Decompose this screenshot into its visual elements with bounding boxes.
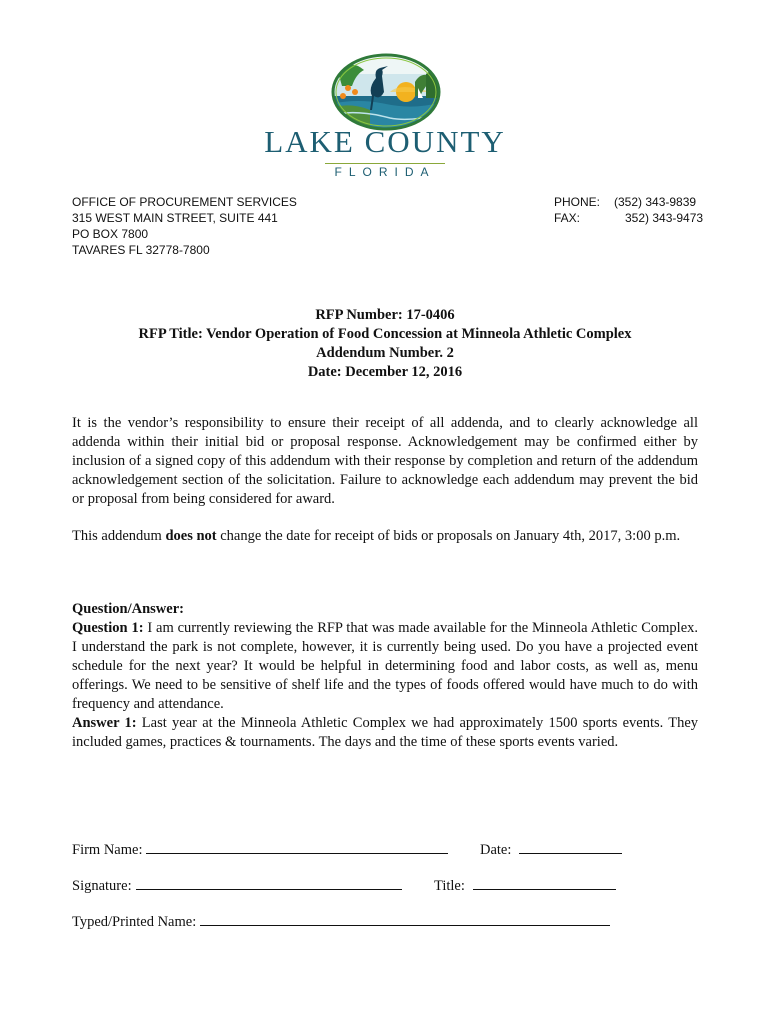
answer-1-label: Answer 1: (72, 715, 137, 731)
firm-name-label: Firm Name: (72, 842, 143, 858)
addendum-number: Addendum Number. 2 (316, 345, 454, 361)
fax-row (554, 210, 703, 226)
bid-date-text-start: This addendum (72, 528, 166, 544)
county-divider (325, 163, 445, 164)
lake-county-seal-icon (330, 52, 442, 132)
phone-value: (352) 343-9839 (614, 195, 697, 209)
office-po-box: PO BOX 7800 (72, 227, 149, 241)
answer-1 (72, 714, 698, 752)
firm-name-field[interactable] (146, 839, 448, 854)
phone-label: PHONE: (554, 195, 601, 209)
question-1 (72, 619, 698, 714)
signature-field[interactable] (136, 875, 402, 890)
phone-row (554, 194, 703, 210)
office-city: TAVARES FL 32778-7800 (72, 243, 210, 257)
office-street: 315 WEST MAIN STREET, SUITE 441 (72, 211, 278, 225)
rfp-number: RFP Number: 17-0406 (315, 307, 455, 323)
rfp-title: RFP Title: Vendor Operation of Food Concession at Minneola Athletic Complex (138, 326, 632, 342)
typed-name-row (72, 911, 610, 931)
office-address (72, 194, 297, 258)
typed-name-field[interactable] (200, 911, 610, 926)
fax-label: FAX: (554, 211, 581, 225)
typed-name-label: Typed/Printed Name: (72, 914, 197, 930)
contact-info (554, 194, 703, 226)
rfp-date: Date: December 12, 2016 (307, 364, 463, 380)
signature-label: Signature: (72, 878, 132, 894)
county-state: FLORIDA (334, 165, 436, 179)
signature-row (72, 875, 402, 895)
question-1-text: I am currently reviewing the RFP that was made available for the Minneola Athletic Complex. I understand the park is not complete, however, it is currently being used. Do you have a projected event schedule for the next year? It would be helpful in determining food and labor costs, as well as, menu offerings. We need to be sensitive of shelf life and the types of foods offered would have much to do with frequency and attendance. (72, 620, 699, 712)
firm-name-row (72, 839, 448, 859)
bid-date-paragraph (72, 527, 698, 546)
county-name: LAKE COUNTY (264, 124, 506, 159)
question-answer-section (72, 600, 698, 752)
bid-date-text-end: change the date for receipt of bids or proposals on January 4th, 2017, 3:00 p.m. (216, 528, 681, 544)
question-1-label: Question 1: (72, 620, 144, 636)
acknowledgement-paragraph: It is the vendor’s responsibility to ensure their receipt of all addenda, and to clearly acknowledge all addenda within their initial bid or proposal response. Acknowledgement may be confirmed either by inclusion of a signed copy of this addendum with their response by completion and return of the addendum acknowledgement section of the solicitation. Failure to acknowledge each addendum may prevent the bid or proposal from being considered for award. (72, 415, 698, 507)
title-row (434, 875, 616, 895)
fax-value: 352) 343-9473 (625, 211, 704, 225)
bid-date-emphasis: does not (165, 528, 217, 544)
date-field[interactable] (519, 839, 622, 854)
title-label: Title: (434, 878, 465, 894)
rfp-heading (72, 306, 698, 382)
qa-heading: Question/Answer: (72, 601, 184, 617)
office-name: OFFICE OF PROCUREMENT SERVICES (72, 195, 297, 209)
title-field[interactable] (473, 875, 616, 890)
date-label: Date: (480, 842, 512, 858)
answer-1-text: Last year at the Minneola Athletic Complex we had approximately 1500 sports events. They included games, practices & tournaments. The days and the time of these sports events varied. (72, 715, 699, 750)
date-row (480, 839, 622, 859)
